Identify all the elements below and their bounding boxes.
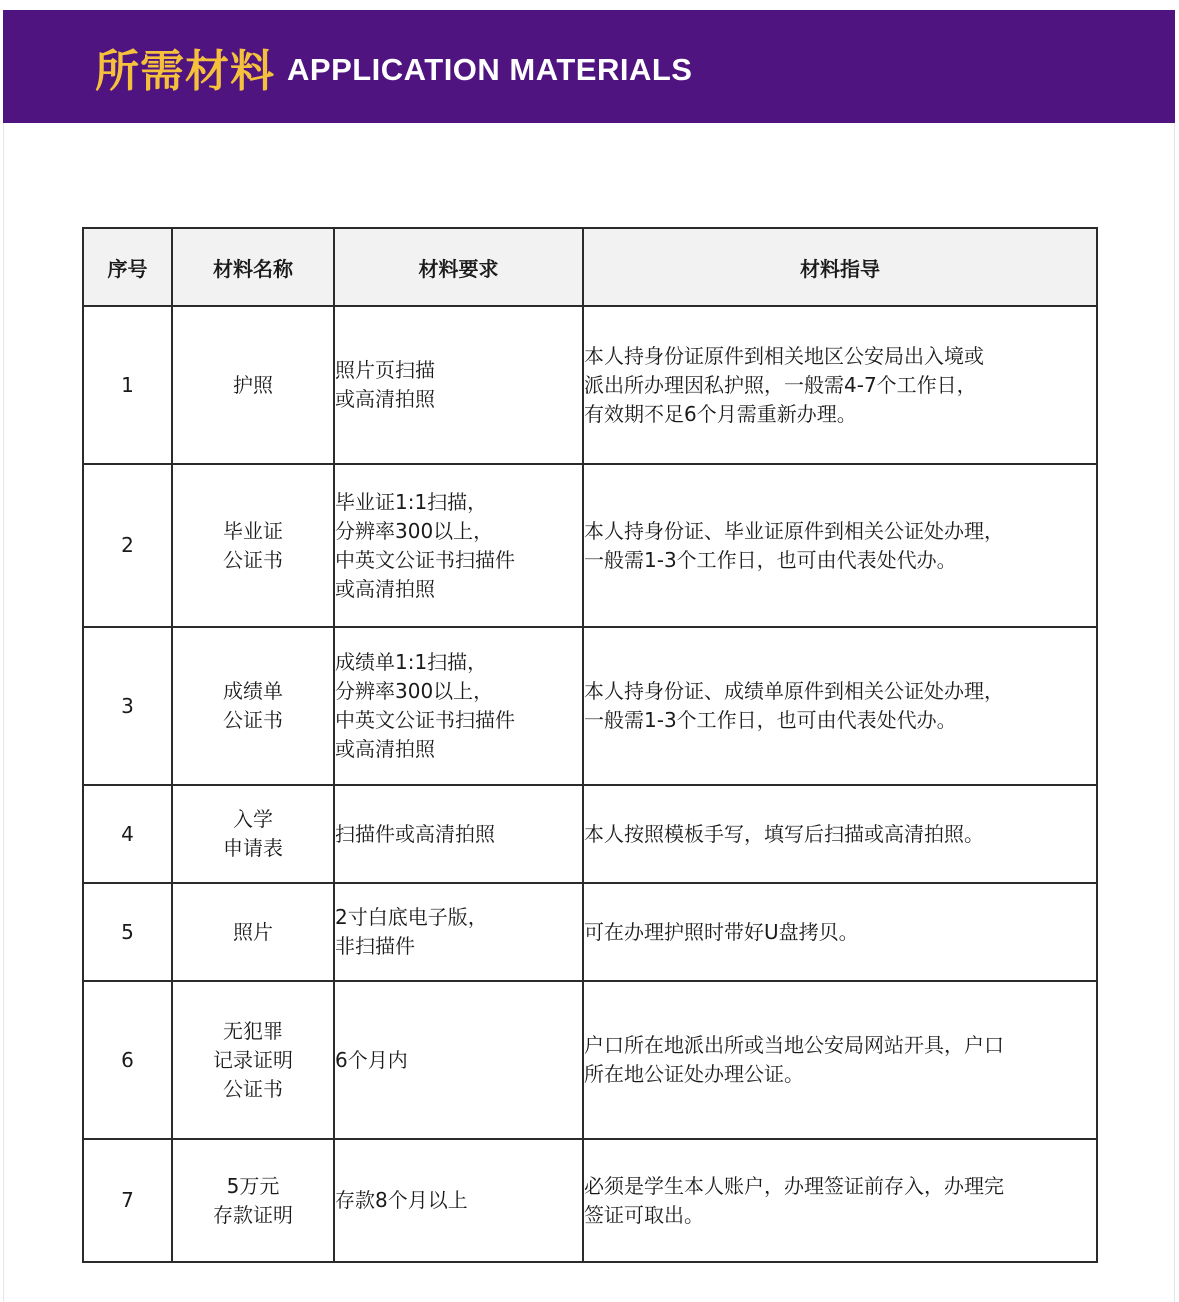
row-number (83, 464, 172, 627)
material-guidance (583, 981, 1097, 1139)
material-guidance-text: 本人持身份证、成绩单原件到相关公证处办理， 一般需1-3个工作日，也可由代表处代办。 (584, 679, 1004, 732)
page-title-en: APPLICATION MATERIALS (287, 51, 693, 87)
material-name-text: 照片 (233, 919, 273, 944)
material-requirement (334, 981, 583, 1139)
table-row (83, 1139, 1097, 1262)
materials-table (82, 227, 1098, 1263)
material-name (172, 464, 334, 627)
column-header-name: 材料名称 (172, 228, 334, 306)
row-number-text: 1 (121, 372, 134, 397)
table-row (83, 464, 1097, 627)
material-guidance (583, 1139, 1097, 1262)
material-requirement-text: 扫描件或高清拍照 (335, 821, 495, 846)
material-requirement-text: 2寸白底电子版， 非扫描件 (335, 905, 488, 958)
row-number-text: 7 (121, 1188, 134, 1212)
material-name (172, 981, 334, 1139)
material-name-text: 毕业证 公证书 (223, 518, 283, 572)
row-number-text: 3 (121, 693, 134, 718)
material-name (172, 785, 334, 883)
material-name-text: 成绩单 公证书 (223, 679, 283, 732)
material-requirement (334, 1139, 583, 1262)
material-name-text: 无犯罪 记录证明 公证书 (213, 1018, 293, 1101)
material-name (172, 1139, 334, 1262)
table-row (83, 306, 1097, 464)
material-requirement (334, 306, 583, 464)
material-guidance (583, 464, 1097, 627)
material-requirement-text: 照片页扫描 或高清拍照 (335, 358, 435, 411)
material-name-text: 5万元 存款证明 (213, 1173, 293, 1227)
material-name (172, 306, 334, 464)
column-header-requirement: 材料要求 (334, 228, 583, 306)
material-guidance-text: 本人持身份证原件到相关地区公安局出入境或 派出所办理因私护照，一般需4-7个工作日， 有效期不足6个月需重新办理。 (584, 343, 984, 426)
material-requirement-text: 6个月内 (335, 1047, 408, 1072)
table-row (83, 883, 1097, 981)
material-requirement-text: 存款8个月以上 (335, 1188, 468, 1212)
material-name-text: 护照 (233, 372, 273, 397)
material-requirement (334, 464, 583, 627)
material-guidance (583, 883, 1097, 981)
material-guidance (583, 306, 1097, 464)
row-number (83, 1139, 172, 1262)
row-number (83, 785, 172, 883)
material-guidance-text: 本人按照模板手写，填写后扫描或高清拍照。 (584, 821, 984, 846)
material-guidance-text: 可在办理护照时带好U盘拷贝。 (584, 919, 859, 944)
row-number-text: 5 (121, 919, 134, 944)
row-number (83, 627, 172, 785)
table-row (83, 785, 1097, 883)
material-name (172, 883, 334, 981)
material-guidance (583, 627, 1097, 785)
material-requirement (334, 785, 583, 883)
material-requirement-text: 成绩单1:1扫描， 分辨率300以上， 中英文公证书扫描件 或高清拍照 (335, 650, 515, 761)
material-guidance (583, 785, 1097, 883)
row-number (83, 981, 172, 1139)
material-name (172, 627, 334, 785)
row-number-text: 4 (121, 821, 134, 846)
material-requirement (334, 883, 583, 981)
column-header-guidance: 材料指导 (583, 228, 1097, 306)
table-header-row (83, 228, 1097, 306)
material-requirement (334, 627, 583, 785)
table-row (83, 627, 1097, 785)
row-number (83, 883, 172, 981)
header-banner (3, 10, 1175, 123)
table-row (83, 981, 1097, 1139)
page-title-cn: 所需材料 (95, 45, 275, 97)
material-guidance-text: 户口所在地派出所或当地公安局网站开具，户口 所在地公证处办理公证。 (584, 1033, 1004, 1086)
material-guidance-text: 本人持身份证、毕业证原件到相关公证处办理， 一般需1-3个工作日，也可由代表处代办。 (584, 518, 1004, 572)
material-name-text: 入学 申请表 (223, 807, 283, 860)
material-requirement-text: 毕业证1:1扫描， 分辨率300以上， 中英文公证书扫描件 或高清拍照 (335, 489, 515, 601)
row-number (83, 306, 172, 464)
row-number-text: 6 (121, 1047, 134, 1072)
row-number-text: 2 (121, 533, 134, 557)
material-guidance-text: 必须是学生本人账户，办理签证前存入，办理完 签证可取出。 (584, 1173, 1004, 1227)
column-header-no: 序号 (83, 228, 172, 306)
